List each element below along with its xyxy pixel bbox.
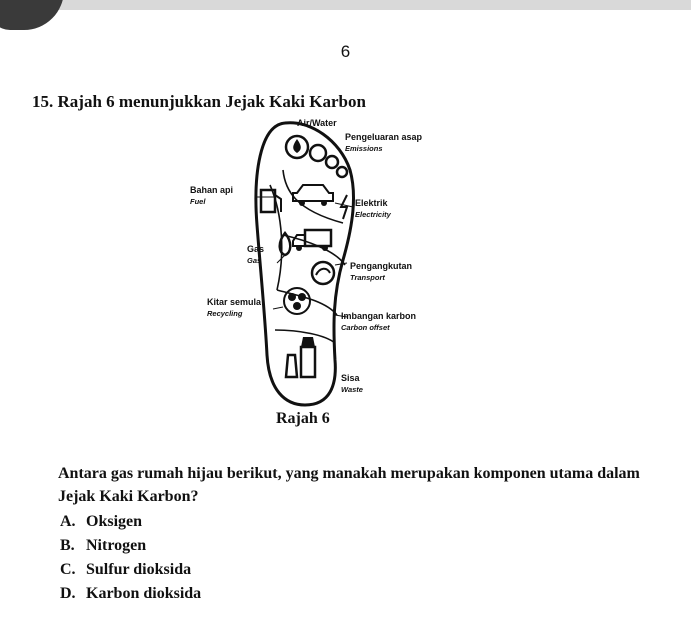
answer-options [60,510,201,606]
label-fuel-en: Fuel [190,197,206,206]
recycling-icon [284,288,310,314]
label-offset-en: Carbon offset [341,323,390,332]
car-icon [293,185,333,201]
label-waste-en: Waste [341,385,363,394]
toe-3 [326,156,338,168]
option-d[interactable] [60,582,201,606]
option-letter: C. [60,561,76,578]
truck-icon [305,230,331,246]
question-prompt-line-1: Antara gas rumah hijau berikut, yang manakah merupakan komponen utama dalam [58,465,640,482]
label-electric-en: Electricity [355,210,391,219]
label-fuel: Bahan api [190,185,234,195]
top-band [0,0,691,10]
label-emission-en: Emissions [345,144,383,153]
option-a[interactable] [60,510,201,534]
label-electric: Elektrik [355,198,388,208]
option-letter: A. [60,513,76,530]
question-prompt-line-2: Jejak Kaki Karbon? [58,488,199,505]
label-transport: Pengangkutan [350,261,413,271]
label-emission: Pengeluaran asap [345,132,423,142]
label-waste: Sisa [341,373,360,383]
figure-caption: Rajah 6 [276,410,330,427]
option-letter: B. [60,537,75,554]
label-gas: Gas [247,244,265,254]
toe-2 [310,145,326,161]
carbon-footprint-figure [185,115,475,415]
water-drop-icon [293,139,301,153]
lightning-icon [341,195,347,219]
question-title: 15. Rajah 6 menunjukkan Jejak Kaki Karbon [32,92,366,111]
label-gas-en: Gas [247,256,262,265]
option-c[interactable] [60,558,201,582]
footprint-illustration [185,115,475,415]
option-text: Karbon dioksida [86,585,202,602]
toe-4 [337,167,347,177]
option-text: Nitrogen [86,537,147,554]
question-prompt [58,462,691,508]
option-letter: D. [60,585,76,602]
option-text: Oksigen [86,513,143,530]
page-number: 6 [340,42,351,61]
option-text: Sulfur dioksida [86,561,192,578]
offset-icon [312,262,334,284]
option-b[interactable] [60,534,201,558]
corner-tab [0,0,64,30]
label-transport-en: Transport [350,273,385,282]
waste-icon [286,355,297,377]
label-recycle: Kitar semula [207,297,262,307]
label-offset: Imbangan karbon [341,311,417,321]
label-air: Air/Water [297,118,337,128]
label-recycle-en: Recycling [207,309,243,318]
